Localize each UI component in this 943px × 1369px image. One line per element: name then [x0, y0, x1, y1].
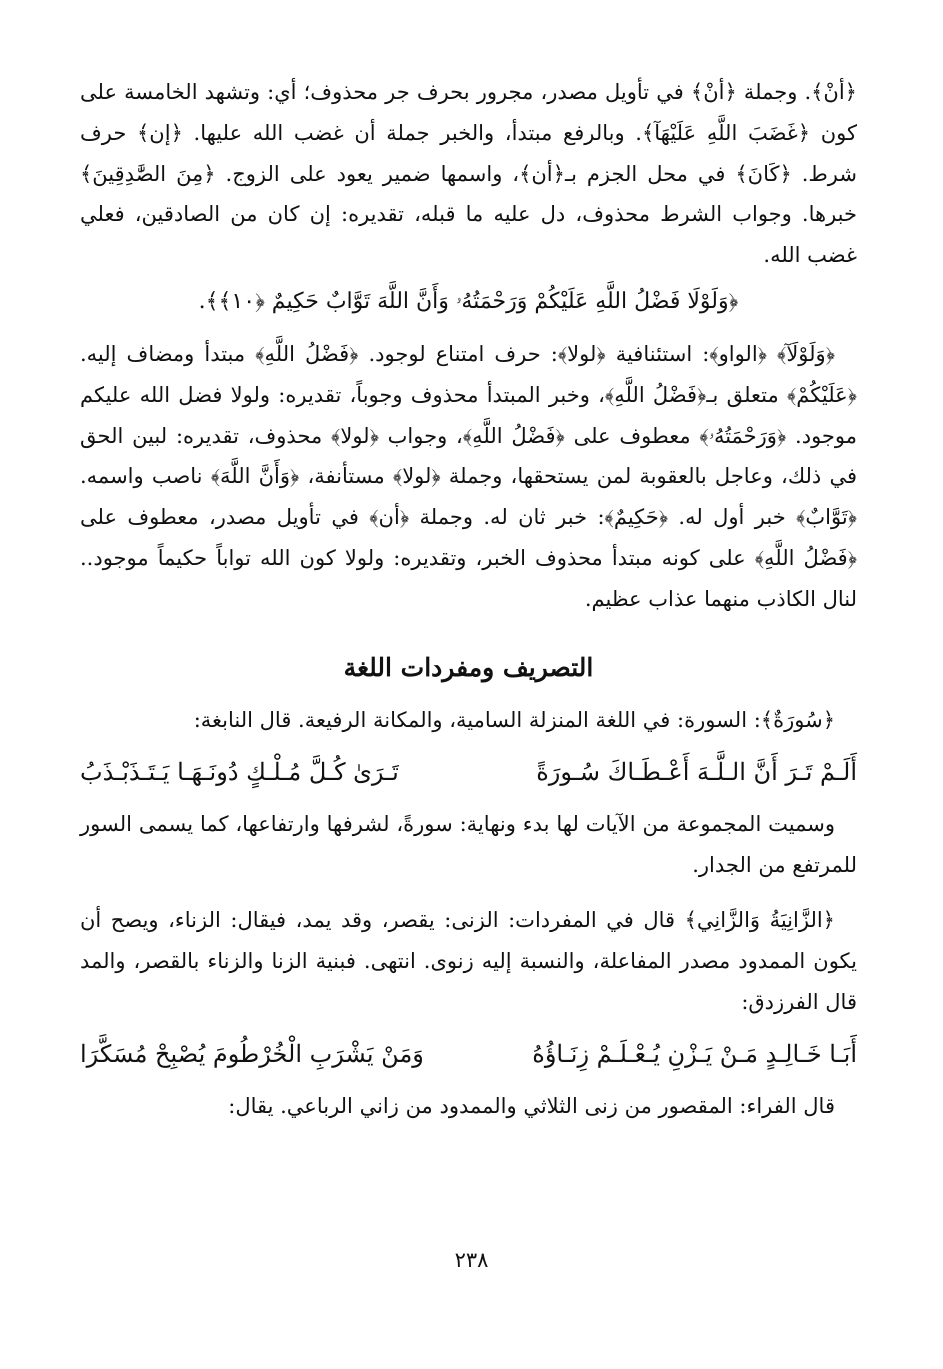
poem-second-hemistich: وَمَنْ يَشْرَبِ الْخُرْطُومَ يُصْبِحْ مُسَكَّرَا — [80, 1040, 424, 1069]
poem-first-hemistich: أَلَـمْ تَـرَ أَنَّ الـلَّـهَ أَعْـطَـاكَ سُـورَةً — [536, 758, 857, 787]
section-title: التصريف ومفردات اللغة — [343, 652, 594, 682]
poem-first-hemistich: أَبَـا خَـالِـدٍ مَـنْ يَـزْنِ يُـعْـلَـمْ زِنَـاؤُهُ — [532, 1040, 857, 1069]
poem-nabigha — [80, 748, 857, 796]
poem-second-hemistich: تَـرَىٰ كُـلَّ مُـلْـكٍ دُونَـهَـا يَـتَـذَبْـذَبُ — [80, 758, 399, 787]
poem-farazdaq — [80, 1030, 857, 1078]
page-number: ٢٣٨ — [454, 1248, 489, 1272]
paragraph-grammar-verse: ﴿وَلَوْلَآ﴾ ﴿الواو﴾: استئنافية ﴿لولا﴾: حرف امتناع لوجود. ﴿فَضْلُ اللَّهِ﴾ مبتدأ ومضاف إليه. ﴿عَلَيْكُمْ﴾ متعلق بـ﴿فَضْلُ اللَّهِ﴾، وخبر المبتدأ محذوف وجوباً، تقديره: ولولا فضل الله عليكم موجود. ﴿وَرَحْمَتُهُۥ﴾ معطوف على ﴿فَضْلُ اللَّهِ﴾، وجواب ﴿لولا﴾ محذوف، تقديره: لبين الحق في ذلك، وعاجل بالعقوبة لمن يستحقها، وجملة ﴿لولا﴾ مستأنفة، ﴿وَأَنَّ اللَّهَ﴾ ناصب واسمه. ﴿تَوَّابٌ﴾ خبر أول له. ﴿حَكِيمٌ﴾: خبر ثان له. وجملة ﴿أن﴾ في تأويل مصدر، معطوف على ﴿فَضْلُ اللَّهِ﴾ على كونه مبتدأ محذوف الخبر، وتقديره: ولولا كون الله تواباً حكيماً موجود.. لنال الكاذب منهما عذاب عظيم. — [80, 341, 857, 611]
paragraph-zina: ﴿الزَّانِيَةُ وَالزَّانِي﴾ قال في المفردات: الزنى: يقصر، وقد يمد، فيقال: الزناء، ويصح أن يكون الممدود مصدر المفاعلة، والنسبة إليه زنوى. انتهى. فبنية الزنا والزناء بالقصر، والمد قال الفرزدق: — [80, 907, 857, 1014]
paragraph-farra: قال الفراء: المقصور من زنى الثلاثي والممدود من زاني الرباعي. يقال: — [228, 1094, 835, 1119]
quran-verse: ﴿وَلَوْلَا فَضْلُ اللَّهِ عَلَيْكُمْ وَرَحْمَتُهُۥ وَأَنَّ اللَّهَ تَوَّابٌ حَكِيمٌ ﴿١٠﴾﴾. — [198, 288, 739, 314]
paragraph-sura: ﴿سُورَةٌ﴾: السورة: في اللغة المنزلة السامية، والمكانة الرفيعة. قال النابغة: — [193, 707, 835, 732]
paragraph-sura-meaning: وسميت المجموعة من الآيات لها بدء ونهاية: سورةً، لشرفها وارتفاعها، كما يسمى السور للمرتفع من الجدار. — [80, 812, 857, 878]
paragraph-grammar-intro: ﴿أنْ﴾. وجملة ﴿أنْ﴾ في تأويل مصدر، مجرور بحرف جر محذوف؛ أي: وتشهد الخامسة على كون ﴿غَضَبَ اللَّهِ عَلَيْهَآ﴾. وبالرفع مبتدأ، والخبر جملة أن غضب الله عليها. ﴿إن﴾ حرف شرط. ﴿كَانَ﴾ في محل الجزم بـ﴿أن﴾، واسمها ضمير يعود على الزوج. ﴿مِنَ الصَّٰدِقِينَ﴾ خبرها. وجواب الشرط محذوف، دل عليه ما قبله، تقديره: إن كان من الصادقين، فعلي غضب الله. — [80, 80, 857, 268]
